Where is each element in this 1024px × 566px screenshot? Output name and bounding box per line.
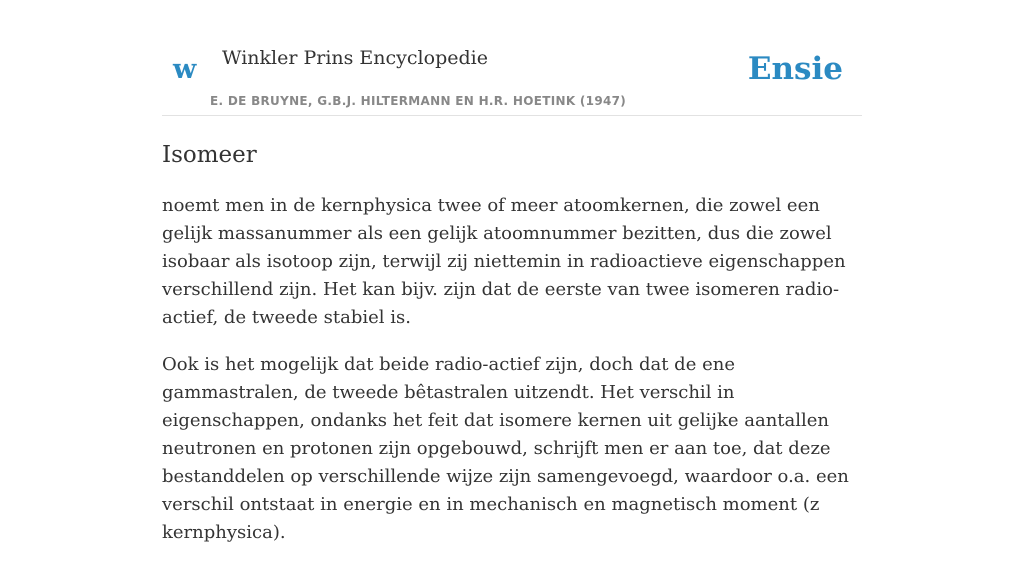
source-title[interactable]: Winkler Prins Encyclopedie [222, 47, 488, 69]
source-header [162, 0, 862, 116]
ensie-logo[interactable]: Ensie [747, 51, 843, 87]
source-logo-w[interactable]: w [173, 54, 197, 85]
article-paragraph-1: noemt men in de kernphysica twee of meer atoomkernen, die zowel een gelijk massanummer als een gelijk atoomnummer bezitten, dus die zowel isobaar als isotoop zijn, terwijl zij niettemin in radioactieve eigenschappen verschillend zijn. Het kan bijv. zijn dat de eerste van twee isomeren radio-actief, de tweede stabiel is. [162, 195, 846, 328]
source-authors: E. DE BRUYNE, G.B.J. HILTERMANN EN H.R. HOETINK (1947) [210, 94, 627, 108]
article-body [162, 192, 862, 566]
page [162, 0, 862, 543]
article-paragraph-2: Ook is het mogelijk dat beide radio-actief zijn, doch dat de ene gammastralen, de tweede bêtastralen uitzendt. Het verschil in eigenschappen, ondanks het feit dat isomere kernen uit gelijke aantallen neutronen en protonen zijn opgebouwd, schrijft men er aan toe, dat deze bestanddelen op verschillende wijze zijn samengevoegd, waardoor o.a. een verschil ontstaat in energie en in mechanisch en magnetisch moment (z kernphysica). [162, 354, 849, 543]
article-title: Isomeer [162, 142, 257, 168]
